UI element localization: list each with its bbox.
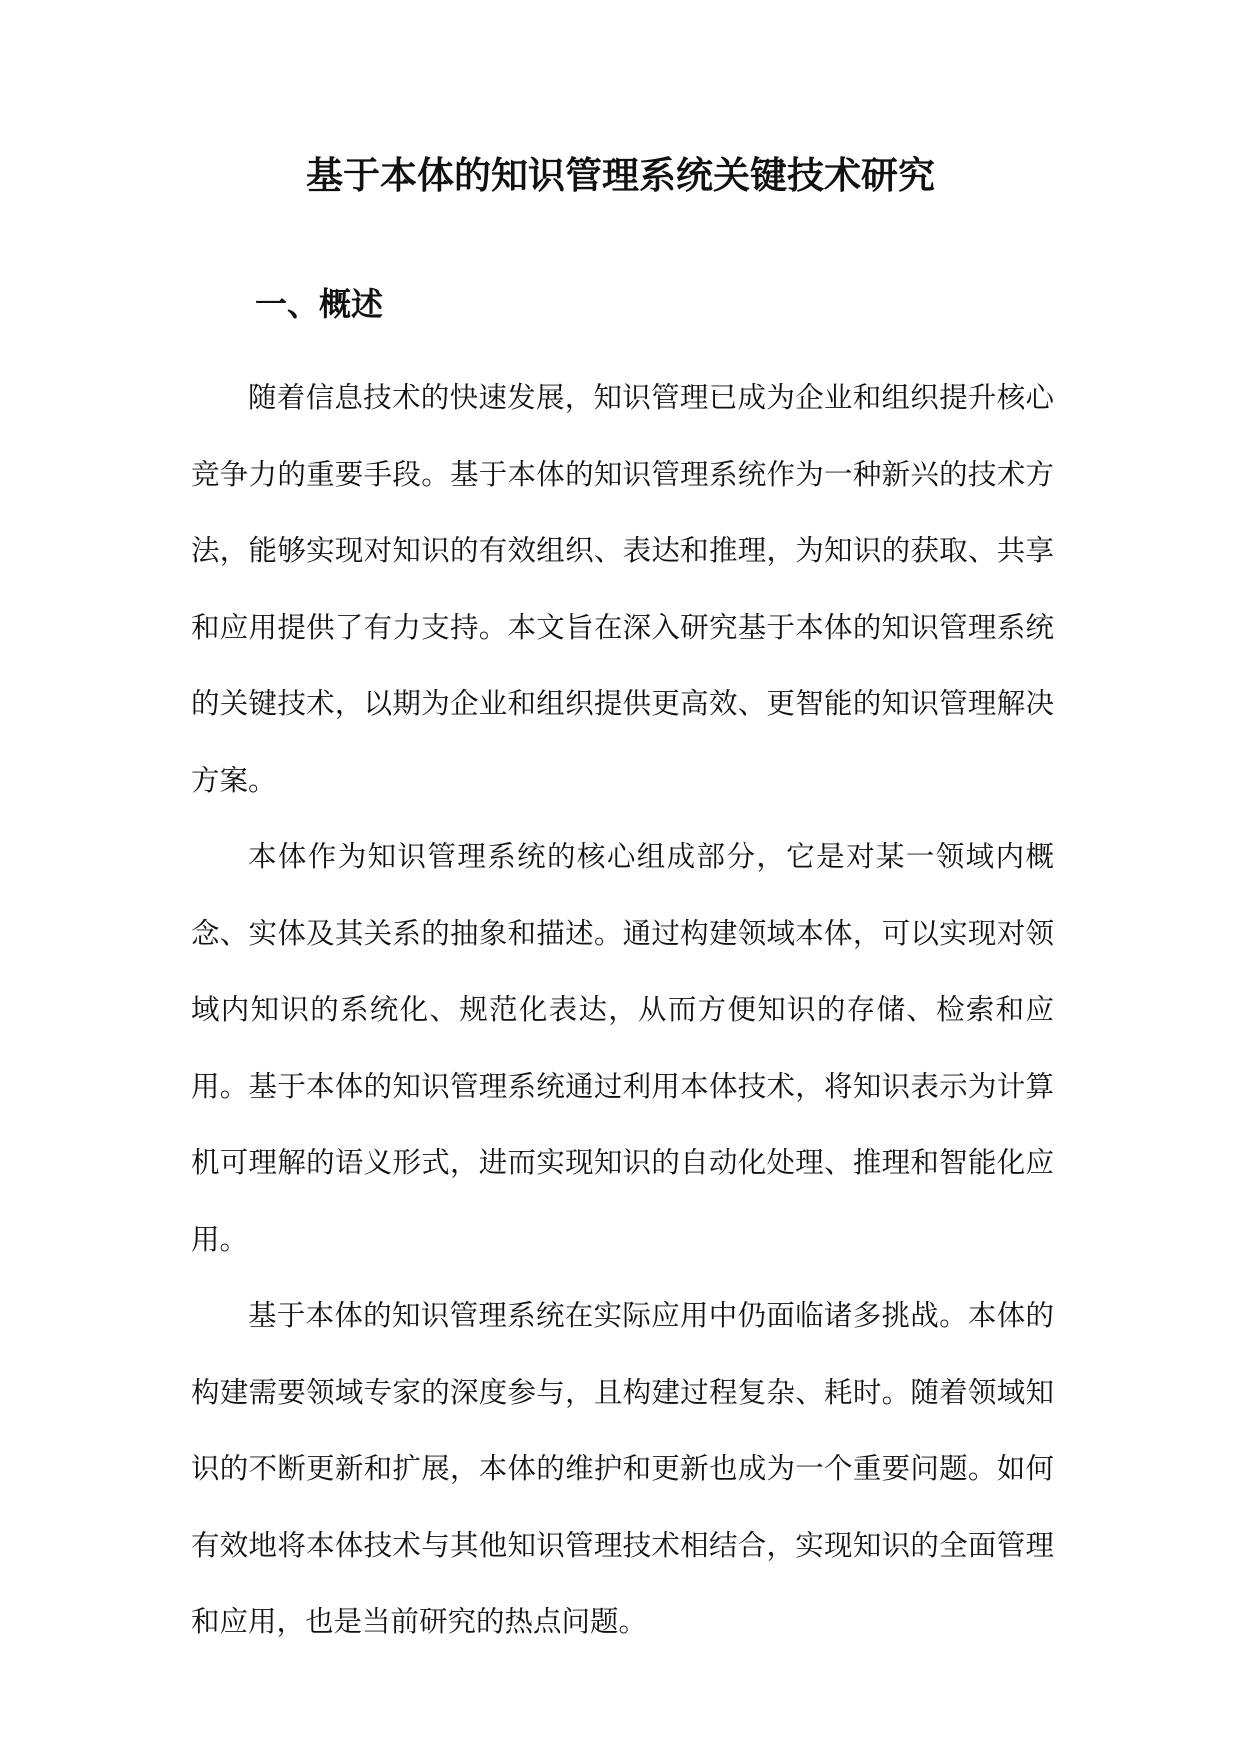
document-title: 基于本体的知识管理系统关键技术研究 xyxy=(306,154,935,197)
paragraph-1: 随着信息技术的快速发展，知识管理已成为企业和组织提升核心竞争力的重要手段。基于本体的知识管理系统作为一种新兴的技术方法，能够实现对知识的有效组织、表达和推理，为知识的获取、共享和应用提供了有力支持。本文旨在深入研究基于本体的知识管理系统的关键技术，以期为企业和组织提供更高效、更智能的知识管理解决方案。 xyxy=(191,381,1054,797)
section-body xyxy=(191,360,1054,1661)
section-heading: 一、概述 xyxy=(255,285,384,323)
paragraph-3: 基于本体的知识管理系统在实际应用中仍面临诸多挑战。本体的构建需要领域专家的深度参与，且构建过程复杂、耗时。随着领域知识的不断更新和扩展，本体的维护和更新也成为一个重要问题。如何有效地将本体技术与其他知识管理技术相结合，实现知识的全面管理和应用，也是当前研究的热点问题。 xyxy=(191,1299,1054,1638)
paragraph-2: 本体作为知识管理系统的核心组成部分，它是对某一领域内概念、实体及其关系的抽象和描述。通过构建领域本体，可以实现对领域内知识的系统化、规范化表达，从而方便知识的存储、检索和应用。基于本体的知识管理系统通过利用本体技术，将知识表示为计算机可理解的语义形式，进而实现知识的自动化处理、推理和智能化应用。 xyxy=(191,840,1054,1256)
